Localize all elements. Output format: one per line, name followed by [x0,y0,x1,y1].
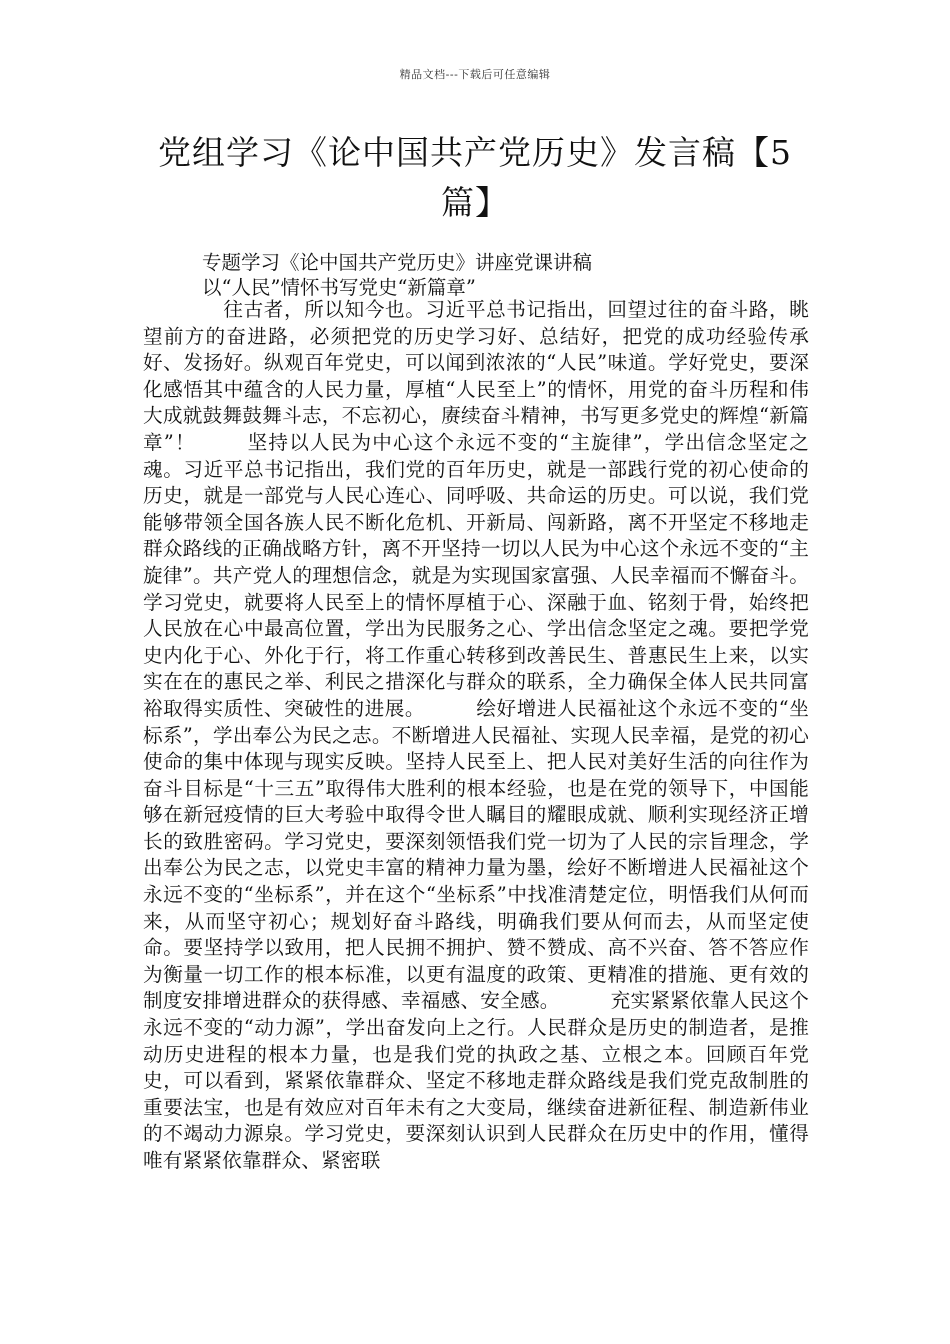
paragraph-coordinate-system: 绘好增进人民福祉这个永远不变的“坐标系”，学出奉公为民之志。不断增进人民福祉、实现人民幸福，是党的初心使命的集中体现与现实反映。坚持人民至上、把人民对美好生活的向往作为奋斗目标是“十三五”取得伟大胜利的根本经验，也是在党的领导下，中国能够在新冠疫情的巨大考验中取得令世人瞩目的耀眼成就、顺利实现经济正增长的致胜密码。学习党史，要深刻领悟我们党一切为了人民的宗旨理念，学出奉公为民之志，以党史丰富的精神力量为墨，绘好不断增进人民福祉这个永远不变的“坐标系”，并在这个“坐标系”中找准清楚定位，明悟我们从何而来，从而坚守初心；规划好奋斗路线，明确我们要从何而去，从而坚定使命。要坚持学以致用，把人民拥不拥护、赞不赞成、高不兴奋、答不答应作为衡量一切工作的根本标准，以更有温度的政策、更精准的措施、更有效的制度安排增进群众的获得感、幸福感、安全感。 [143,696,809,1013]
subtitle-theme: 以“人民”情怀书写党史“新篇章” [202,276,476,299]
subtitle-lecture: 专题学习《论中国共产党历史》讲座党课讲稿 [202,251,593,274]
paragraph-main-melody: 坚持以人民为中心这个永远不变的“主旋律”，学出信念坚定之魂。习近平总书记指出，我们党的百年历史，就是一部践行党的初心使命的历史，就是一部党与人民心连心、同呼吸、共命运的历史。可以说，我们党能够带领全国各族人民不断化危机、开新局、闯新路，离不开坚定不移地走群众路线的正确战略方针，离不开坚持一切以人民为中心这个永远不变的“主旋律”。共产党人的理想信念，就是为实现国家富强、人民幸福而不懈奋斗。学习党史，就要将人民至上的情怀厚植于心、深融于血、铭刻于骨，始终把人民放在心中最高位置，学出为民服务之心、学出信念坚定之魂。要把学党史内化于心、外化于行，将工作重心转移到改善民生、普惠民生上来，以实实在在的惠民之举、利民之措深化与群众的联系，全力确保全体人民共同富裕取得实质性、突破性的进展。 [143,430,809,720]
body-text [143,297,809,1175]
paragraph-power-source: 充实紧紧依靠人民这个永远不变的“动力源”，学出奋发向上之行。人民群众是历史的制造者，是推动历史进程的根本力量，也是我们党的执政之基、立根之本。回顾百年党史，可以看到，紧紧依靠群众、坚定不移地走群众路线是我们党克敌制胜的重要法宝，也是有效应对百年未有之大变局，继续奋进新征程、制造新伟业的不竭动力源泉。学习党史，要深刻认识到人民群众在历史中的作用，懂得唯有紧紧依靠群众、紧密联 [143,989,810,1172]
document-title: 党组学习《论中国共产党历史》发言稿【5篇】 [158,133,792,222]
header-note: 精品文档---下载后可任意编辑 [399,68,551,81]
paragraph-intro: 往古者，所以知今也。习近平总书记指出，回望过往的奋斗路，眺望前方的奋进路，必须把党的历史学习好、总结好，把党的成功经验传承好、发扬好。纵观百年党史，可以闻到浓浓的“人民”味道。学好党史，要深化感悟其中蕴含的人民力量，厚植“人民至上”的情怀，用党的奋斗历程和伟大成就鼓舞鼓舞斗志，不忘初心，赓续奋斗精神，书写更多党史的辉煌“新篇章”！ [143,298,809,454]
